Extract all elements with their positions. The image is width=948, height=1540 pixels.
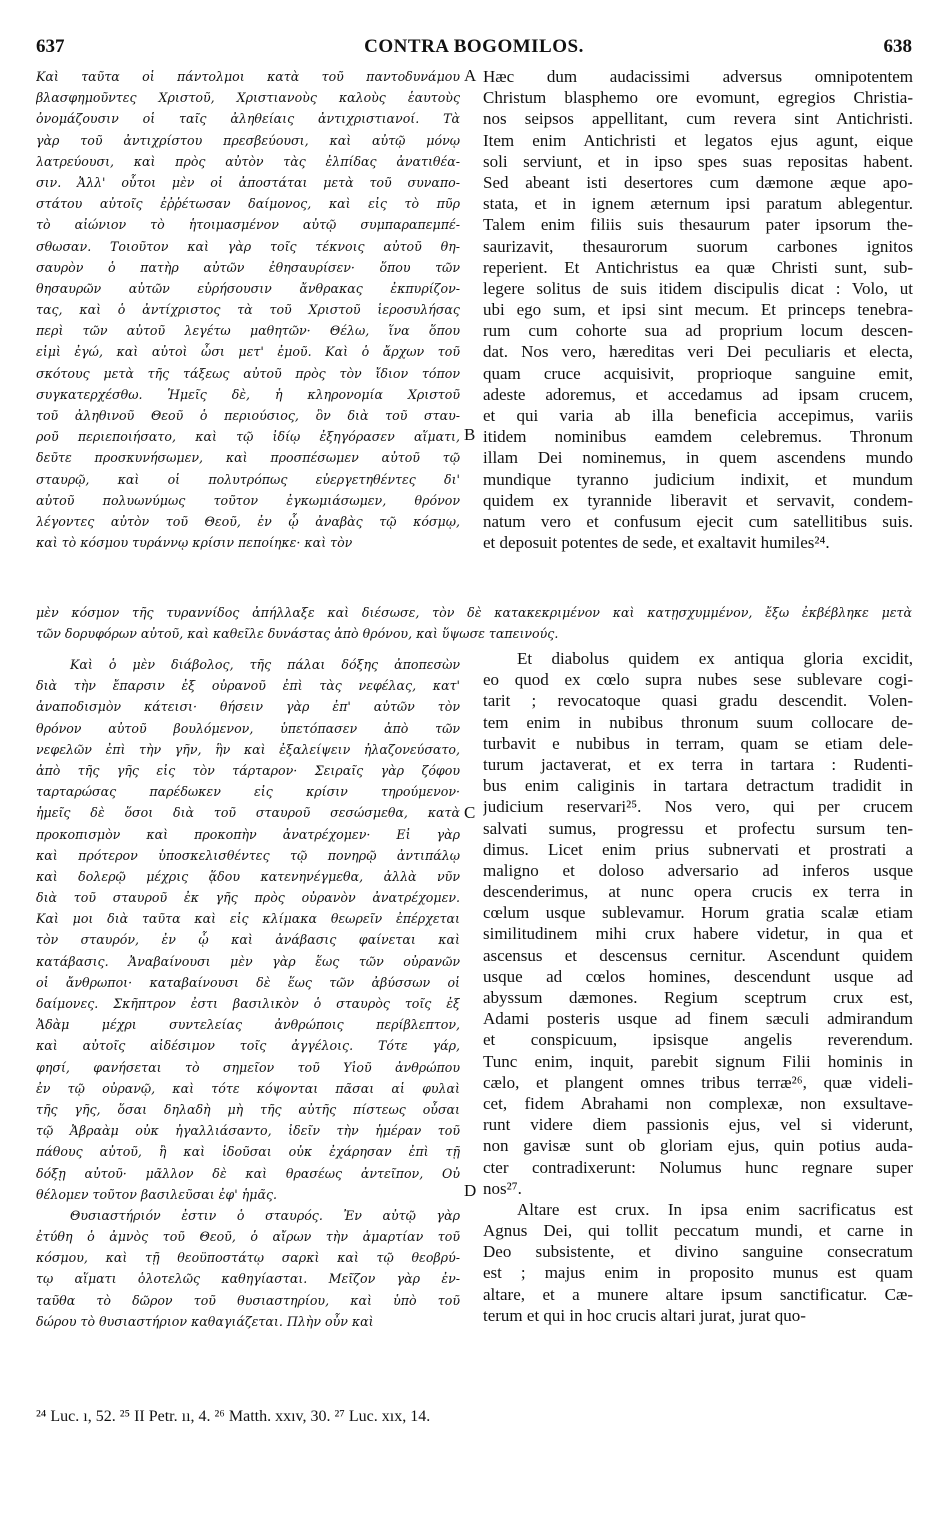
text-line: Et diabolus quidem ex antiqua gloria excidit, [517, 649, 913, 668]
text-line: δώρου τὸ θυσιαστήριον καθαγιάζεται. Πλὴν οὖν καὶ [36, 1313, 374, 1329]
text-line: ἡμεῖς δὲ ὅσοι διὰ τοῦ σταυροῦ σεσώσμεθα, κατὰ [36, 805, 460, 821]
text-line: συγκατερχέσθω. Ἡμεῖς δὲ, ἡ κληρονομία Χριστοῦ [36, 386, 460, 402]
text-line: σαυρὸν ὁ πατὴρ αὐτῶν ἐθησαυρίσεν· ὅπου τῶν [36, 259, 460, 275]
text-line: κατάβασις. Ἀναβαίνουσι μὲν γὰρ ἕως τῶν οὐρανῶν [36, 953, 460, 969]
text-line: turbavit e nubibus in terram, quam se etiam dele- [483, 733, 913, 753]
text-line: quidem ex tyrannide liberavit et servavit, condem- [483, 490, 913, 510]
text-line: tem enim in nubibus thronum suum collocare de- [483, 712, 913, 732]
running-title: CONTRA BOGOMILOS. [364, 36, 584, 57]
page-header [36, 36, 912, 60]
text-line: ἐτύθη ὁ ἀμνὸς τοῦ Θεοῦ, ὁ αἴρων τὴν ἁμαρτίαν τοῦ [36, 1229, 460, 1245]
text-line: Adami posteris usque ad finem sæculi admirandum [483, 1009, 913, 1029]
section-marker-b: B [464, 425, 476, 444]
text-line: περὶ τῶν αὐτοῦ λεγέτω μαθητῶν· Θέλω, ἵνα ὅπου [36, 323, 460, 339]
text-line: eo quod ex cœlo supra nubes sese sublevare cogi- [483, 670, 913, 690]
text-line: cter contradixerunt: Nolumus hunc regnare super [483, 1157, 913, 1177]
text-line: quam cruce acquisivit, proprioque sanguine emit, [483, 363, 913, 383]
section-marker-c: C [464, 803, 476, 822]
text-line: διὰ τοῦ σταυροῦ ἐκ γῆς πρὸς οὐρανὸν ἀνατρέχομεν. [36, 890, 460, 906]
text-line: σταυρῷ, καὶ οἱ πολυτρόπως εὐεργετηθέντες δι' [36, 471, 460, 487]
text-line: εἰμὶ ἐγώ, καὶ αὐτοὶ ὦσι μετ' ἐμοῦ. Καὶ ὁ ἄρχων τοῦ [36, 344, 460, 360]
text-line: dat. Nos vero, hæreditas veri Dei peculiaris et electa, [483, 342, 913, 362]
text-line: rum cum cohorte sua ad proprium locum descen- [483, 321, 913, 341]
text-line: πάθους αὐτοῦ, ἢ καὶ ἰδοῦσαι οὐκ ἐχάρησαν ἐπὶ τῇ [36, 1144, 460, 1160]
text-line: τῷ Ἀβραὰμ οὐκ ἠγαλλιάσαντο, ἰδεῖν τὴν ἡμέραν τοῦ [36, 1123, 460, 1139]
text-line: illam Dei nominemus, in quem ascendens mundo [483, 448, 913, 468]
text-line: σιν. Ἀλλ' οὗτοι μὲν οἱ ἀποστάται μετὰ τοῦ συναπο- [36, 174, 460, 190]
text-line: Talem enim filiis suis thesaurum pater ipsorum the- [483, 215, 913, 235]
text-line: βλασφημοῦντες Χριστοῦ, Χριστιανοὺς καλοὺς ἑαυτοὺς [36, 90, 460, 106]
section-marker-d: D [464, 1181, 477, 1200]
text-line: δαίμονες. Σκῆπτρον ἐστι βασιλικὸν ὁ σταυρὸς τοῖς ἐξ [36, 996, 460, 1011]
text-line: nos seipsos appellitant, cum revera sint Antichristi. [483, 109, 913, 129]
text-line: similitudinem mihi crux habere videtur, in qua et [483, 924, 913, 944]
text-line: adeste adoremus, et accedamus ad ipsam crucem, [483, 384, 913, 404]
text-line: ἀπὸ τῆς γῆς εἰς τὸν τάρταρον· Σειραῖς γὰρ ζόφου [36, 762, 460, 778]
text-line: κόσμου, καὶ τῇ θεοϋποστάτῳ σαρκὶ καὶ τῷ θεοβρύ- [36, 1250, 460, 1266]
text-line: στάτου αὐτοῖς ἐῤῥέτωσαν δαίμονος, καὶ εἰς τὸ πῦρ [36, 196, 460, 212]
text-line: Καὶ ταῦτα οἱ πάντολμοι κατὰ τοῦ παντοδυνάμου [36, 69, 460, 84]
page-number-right: 638 [883, 36, 912, 57]
text-line: τῳ αἵματι ὁλοτελῶς καθηγίασται. Μεῖζον γὰρ ἐν- [36, 1271, 460, 1287]
text-line: turum jactaverat, et ex terra in tartara : Rudenti- [483, 754, 913, 774]
text-line: θέλομεν τοῦτον βασιλεῦσαι ἐφ' ἡμᾶς. [36, 1186, 278, 1202]
latin-column-lower [483, 648, 913, 1384]
text-line: usque ad cœlos homines, descendunt usque ad [483, 966, 913, 986]
text-line: δεῦτε προσκυνήσωμεν, καὶ προσπέσωμεν αὐτοῦ τῷ [36, 450, 460, 466]
text-line: σκότους μετὰ τῆς τάξεως αὐτοῦ πρὸς τὸν ἴδιον τόπον [36, 365, 460, 381]
footnotes: ²⁴ Luc. ı, 52. ²⁵ II Petr. ıı, 4. ²⁶ Matth. xxıv, 30. ²⁷ Luc. xıx, 14. [36, 1408, 431, 1425]
greek-column-upper [36, 66, 460, 626]
text-line: τας, καὶ ὁ ἀντίχριστος τὰ τοῦ Χριστοῦ ἱεροσυλήσας [36, 302, 460, 318]
text-line: stata, et in ignem æternum ipsi paratum ablegentur. [483, 194, 913, 214]
greek-full-width-text [36, 602, 912, 646]
text-line: ascensus et descensus cernitur. Ascendunt quidem [483, 945, 913, 965]
text-line: cet, fidem Abrahami non complexæ, non exsultave- [483, 1093, 913, 1113]
text-line: Item enim Antichristi et legatos ejus agunt, eique [483, 130, 913, 150]
text-line: Christum blasphemo ore evomunt, egregios Christia- [483, 88, 913, 108]
text-line: τὸν σταυρόν, ἐν ᾧ καὶ ἀνάβασις φαίνεται καὶ [36, 932, 460, 948]
text-line: οἱ ἄνθρωποι· καταβαίνουσι δὲ ἕως τῶν ἀβύσσων οἱ [36, 974, 460, 990]
text-line: ροῦ περιεποιήσατο, καὶ τῷ ἰδίῳ ἐξηγόρασεν αἵματι, [36, 429, 460, 445]
text-line: salvati sumus, progressu et profectu sursum ten- [483, 818, 913, 838]
text-line: dimus. Licet enim prius subnervati et prostrati a [483, 839, 913, 859]
text-line: προκοπισμὸν καὶ προκοπὴν ἀνατρέχομεν· Εἰ γὰρ [36, 826, 460, 842]
text-line: abyssum dæmones. Regium sceptrum crux est, [483, 988, 913, 1007]
text-line: Deo subsistente, et divino sanguine consecratum [483, 1242, 913, 1262]
text-line: et conspicuum, ipsisque angelis reverendum. [483, 1030, 913, 1050]
text-line: Καὶ ὁ μὲν διάβολος, τῆς πάλαι δόξης ἀποπεσὼν [70, 657, 460, 672]
text-line: nos²⁷. [483, 1178, 522, 1198]
text-line: τοῦ ἀληθινοῦ Θεοῦ ὁ περιούσιος, ὃν διὰ τοῦ σταυ- [36, 408, 460, 423]
text-line: λατρεύουσι, καὶ πρὸς αὐτὸν τὰς ἐλπίδας ἀνατιθέα- [36, 153, 460, 169]
text-line: runt videre diem passionis ejus, vel si viderunt, [483, 1115, 913, 1135]
text-line: ὀνομάζουσιν οἱ ταῖς ἀληθείαις ἀντιχριστιανοί. Τὰ [36, 111, 460, 127]
greek-column-lower [36, 654, 460, 1384]
text-line: νεφελῶν ἐπὶ τὴν γῆν, ἣν καὶ ἐξαλείψειν ἠλαζονεύσατο, [36, 741, 460, 757]
text-line: Agnus Dei, qui tollit peccatum mundi, et carne in [483, 1221, 913, 1241]
text-line: tarit ; revocatoque quasi gradu descendit. Volen- [483, 691, 913, 711]
text-line: reperient. Et Antichristus ea quæ Christi sunt, sub- [483, 257, 913, 277]
section-marker-a: A [464, 66, 477, 85]
text-line: τὸ αἰώνιον τὸ ἡτοιμασμένον αὐτῷ συμπαραπεμπέ- [36, 217, 460, 233]
text-line: est ; majus enim in proposito munus est quam [483, 1263, 913, 1283]
text-line: καὶ αὐτοῖς αἰδέσιμον τοῖς ἀγγέλοις. Τότε γάρ, [36, 1038, 460, 1054]
text-line: καὶ δολερῷ μέχρις ᾅδου κατενηνέγμεθα, ἀλλὰ νῦν [36, 868, 460, 884]
text-line: altare, et a munere altare ipsum sanctificatur. Cæ- [483, 1284, 913, 1304]
text-line: soli serviunt, et in ipso spes suas repositas habent. [483, 151, 913, 171]
text-line: μὲν κόσμον τῆς τυραννίδος ἀπήλλαξε καὶ διέσωσε, τὸν δὲ κατακεκριμένον καὶ κατῃσχυμμένον, ἔξω ἐκβέβληκε μετὰ [36, 605, 912, 620]
text-line: Hæc dum audacissimi adversus omnipotentem [483, 67, 913, 86]
text-line: legere solitus de suis itidem discipulis dicat : Volo, ut [483, 278, 913, 298]
text-line: καὶ πρότερον ὑποσκελισθέντες τῷ πονηρῷ ἀντιπάλῳ [36, 847, 460, 863]
text-line: cœlum usque sublevamur. Horum gratia scalæ etiam [483, 903, 913, 923]
text-line: et deposuit potentes de sede, et exaltavit humiles²⁴. [483, 533, 830, 553]
text-line: descenderimus, at nunc opera crucis ex terra in [483, 882, 913, 902]
text-line: natum vero et confusum ejecit cum satellitibus suis. [483, 511, 913, 531]
text-line: διὰ τὴν ἔπαρσιν ἐξ οὐρανοῦ ἐπὶ τὰς νεφέλας, κατ' [36, 678, 460, 694]
text-line: ubi ego sum, et ipsi sint mecum. Et princeps tenebra- [483, 300, 913, 320]
text-line: Ἀδὰμ μέχρι συντελείας ἀνθρώποις περίβλεπτον, [36, 1017, 460, 1033]
text-line: σθωσαν. Τοιοῦτον καὶ γὰρ τοῖς τέκνοις αὐτοῦ θη- [36, 238, 460, 254]
text-line: bus enim caliginis in tartara detractum tradidit in [483, 776, 913, 796]
text-line: Sed abeant isti desertores cum dæmone æque apo- [483, 172, 913, 192]
text-line: τῆς γῆς, ὅσαι δηλαδὴ μὴ τῆς αὐτῆς πίστεως οὖσαι [36, 1101, 460, 1117]
text-line: Altare est crux. In ipsa enim sacrificatus est [517, 1199, 913, 1219]
text-line: mundique tyranno judicium indixit, et mundum [483, 469, 913, 489]
text-line: cælo, et plangent omnes tribus terræ²⁶, quæ videli- [483, 1072, 913, 1092]
text-line: Θυσιαστήριόν ἐστιν ὁ σταυρός. Ἐν αὐτῷ γὰρ [70, 1207, 460, 1223]
text-line: καὶ τὸ κόσμου τυράννῳ κρίσιν πεποίηκε· καὶ τὸν [36, 535, 353, 551]
text-line: saurizavit, thesaurorum suorum carbones ignitos [483, 236, 913, 256]
text-line: δόξῃ αὐτοῦ· μᾶλλον δὲ καὶ θρασέως ἀντεῖπον, Οὐ [36, 1165, 460, 1181]
page-number-left: 637 [36, 36, 65, 57]
text-line: θησαυρῶν αὐτῶν εὑρήσουσιν ἄνθρακας ἐκπυρίζον- [36, 280, 460, 296]
text-line: τῶν δορυφόρων αὐτοῦ, καὶ καθεῖλε δυνάστας ἀπὸ θρόνου, καὶ ὕψωσε ταπεινούς. [36, 626, 559, 642]
text-line: ἐν τῷ οὐρανῷ, καὶ τότε κόψονται πᾶσαι αἱ φυλαὶ [36, 1080, 460, 1096]
text-line: judicium reservari²⁵. Nos vero, qui per crucem [483, 797, 913, 817]
text-line: ταῦθα τὸ δῶρον τοῦ θυσιαστηρίου, καὶ ὑπὸ τοῦ [36, 1292, 460, 1308]
text-line: terum et qui in hoc crucis altari jurat, jurat quo- [483, 1305, 806, 1325]
text-line: Καὶ μοι διὰ ταῦτα καὶ εἰς κλίμακα θεωρεῖν ἐπέρχεται [36, 911, 460, 927]
text-line: φησί, φανήσεται τὸ σημεῖον τοῦ Υἱοῦ ἀνθρώπου [36, 1059, 460, 1075]
text-line: γὰρ τοῦ ἀντιχρίστου πρεσβεύουσι, καὶ αὐτῷ μόνῳ [36, 132, 460, 148]
text-line: ταρταρώσας παρέδωκεν εἰς κρίσιν τηρούμενον· [36, 784, 460, 800]
text-line: θρόνον αὐτοῦ βουλόμενον, ὑπετόπασεν ἀπὸ τῶν [36, 720, 460, 736]
text-line: maligno et doloso adversario ad inferos usque [483, 860, 913, 880]
text-line: itidem nominibus eamdem celebremus. Thronum [483, 427, 913, 447]
text-line: αὐτοῦ πολυωνύμως τοῦτον ἐγκωμιάσωμεν, θρόνον [36, 492, 460, 508]
text-line: Tunc enim, inquit, parebit signum Filii hominis in [483, 1051, 913, 1071]
text-line: non gavisæ sunt ob gloriam ejus, quin potius auda- [483, 1136, 913, 1156]
text-line: λέγοντες αὐτὸν τοῦ Θεοῦ, ἐν ᾧ ἀναβὰς τῷ κόσμῳ, [36, 513, 460, 529]
text-line: et qui varia ab illa beneficia accepimus, variis [483, 406, 913, 425]
text-line: ἀναποδισμὸν κάτεισι· θήσειν γὰρ ἐπ' αὐτῶν τὸν [36, 699, 460, 715]
latin-column-upper [483, 66, 913, 606]
